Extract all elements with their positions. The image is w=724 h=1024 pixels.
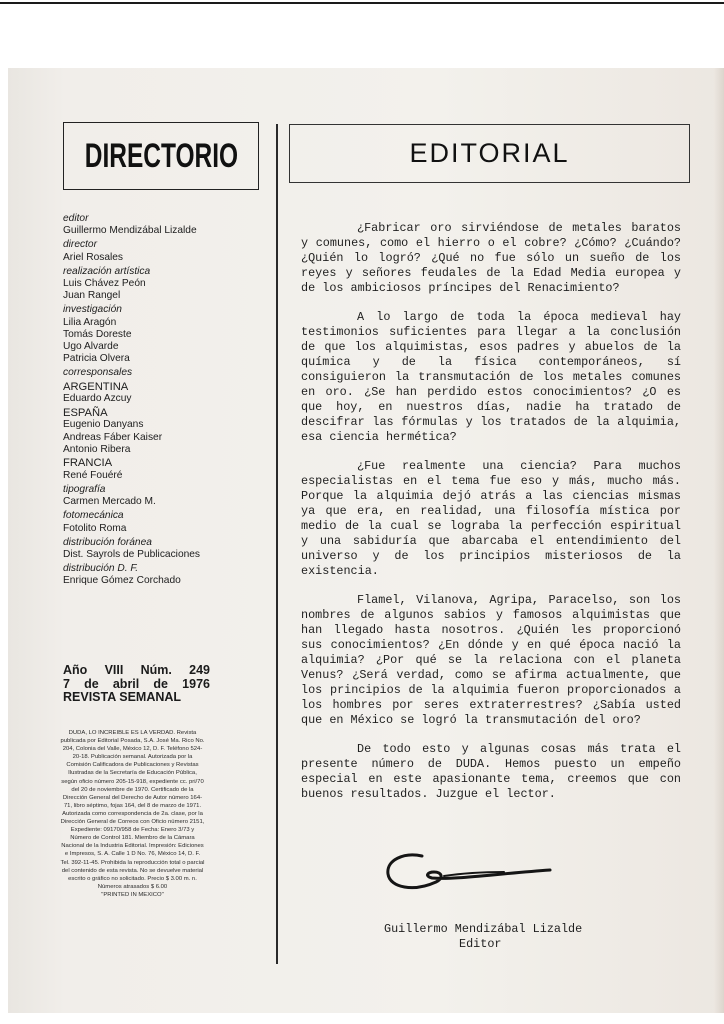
issue-date-row	[63, 678, 210, 692]
signature-image	[384, 846, 554, 896]
staff-name: Eugenio Danyans	[63, 419, 144, 431]
staff-name: Fotolito Roma	[63, 522, 127, 534]
date-de-2: de	[153, 676, 169, 691]
number-label: Núm.	[140, 663, 172, 677]
signer-role: Editor	[459, 937, 502, 951]
editorial-paragraph: ¿Fue realmente una ciencia? Para muchos especialistas en el tema fue eso y más, mucho más. Porque la alquimia dejó atrás a las ciencias mismas ya que era, en realidad, una filosofía mística por medio de la cual se lograba la perfección espiritual y una sabiduría que abarcaba el entendimiento del universo y de los principios misteriosos de la existencia.	[301, 459, 681, 578]
issue-number-row	[63, 664, 210, 678]
staff-directory	[63, 211, 273, 588]
staff-name: Juan Rangel	[63, 290, 121, 302]
staff-name: Dist. Sayrols de Publicaciones	[63, 549, 201, 561]
date-day: 7	[63, 676, 70, 691]
year-value: VIII	[104, 663, 124, 677]
periodicity: REVISTA SEMANAL	[63, 690, 182, 704]
signer-name: Guillermo Mendizábal Lizalde	[384, 922, 583, 936]
staff-role: realización artística	[63, 265, 151, 277]
legal-text: DUDA, LO INCREIBLE ES LA VERDAD. Revista publicada por Editorial Posada, S.A. José Ma. Rico No. 204, Colonia del Valle, México 12, D. F. Teléfono 524-20-18. Publicación semanal. Autorizada por la Comisión Calificadora de Publicaciones y Revistas Ilustradas de la Secretaría de Educación Pública, según oficio número 205-15-918, expediente cc. pri/70 del 20 de noviembre de 1970. Certificado de la Dirección General del Derecho de Autor número 164-71, libro séptimo, fojas 164, del 8 de marzo de 1971. Autorizada como correspondencia de 2a. clase, por la Dirección General de Correos con Oficio número 2151, Expediente: 09170/958 de Fecha: Enero 3/73 y Número de Control 181. Miembro de la Cámara Nacional de la Industria Editorial. Impresión: Ediciones e Impresos, S. A. Calle 1 D No. 76, México 14, D. F. Tel. 392-11-45. Prohibida la reproducción total o parcial del contenido de esta revista. No se devuelve material escrito o gráfico no solicitado. Precio $ 3.00 m. n. Números atrasados $ 6.00	[60, 730, 205, 890]
staff-role: investigación	[63, 304, 122, 316]
staff-name: Patricia Olvera	[63, 353, 130, 365]
staff-role: director	[63, 239, 97, 251]
staff-name: Ariel Rosales	[63, 251, 124, 263]
number-value: 249	[189, 663, 210, 677]
date-de-1: de	[84, 676, 99, 691]
editorial-paragraph: ¿Fabricar oro sirviéndose de metales baratos y comunes, como el hierro o el cobre? ¿Cómo? ¿Cuándo? ¿Quién lo logró? ¿Qué no fue sólo un sueño de los reyes y señores feudales de la Edad Media europea y de los ambiciosos príncipes del Renacimiento?	[301, 221, 681, 295]
editorial-paragraph: Flamel, Vilanova, Agripa, Paracelso, son los nombres de algunos sabios y famosos alquimistas que han llegado hasta nosotros. ¿Quién les proporcionó sus conocimientos? ¿En dónde y en qué época nació la alquimia? ¿Por qué se la relaciona con el planeta Venus? ¿Será verdad, como se afirma actualmente, que los principios de la alquimia fueron proporcionados a los hombres por seres extraterrestres? ¿Sabía usted que en México se logró la transmutación del oro?	[301, 593, 681, 727]
issue-info	[63, 664, 273, 705]
printed-in-mexico: "PRINTED IN MEXICO"	[101, 891, 164, 898]
date-month: abril	[112, 676, 140, 691]
directory-heading-box	[63, 122, 259, 190]
staff-name: Lilia Aragón	[63, 316, 117, 328]
date-year: 1976	[182, 676, 210, 691]
editorial-title: EDITORIAL	[409, 138, 570, 168]
staff-name: Andreas Fáber Kaiser	[63, 431, 163, 443]
staff-name: Tomás Doreste	[63, 328, 132, 340]
staff-role: editor	[63, 213, 89, 224]
staff-role: distribución foránea	[63, 536, 152, 548]
staff-name: Luis Chávez Peón	[63, 278, 146, 290]
page-edge-shadow	[714, 68, 724, 1013]
staff-name: Antonio Ribera	[63, 443, 131, 455]
correspondent-country: ARGENTINA	[63, 380, 129, 393]
staff-name: Carmen Mercado M.	[63, 496, 156, 508]
editorial-heading-box	[289, 124, 690, 183]
correspondent-country: FRANCIA	[63, 457, 113, 470]
editorial-paragraph: De todo esto y algunas cosas más trata el presente número de DUDA. Hemos puesto un empeño especial en este apasionante tema, creemos que con buenos resultados. Juzgue el lector.	[301, 742, 681, 801]
staff-role: distribución D. F.	[63, 563, 139, 575]
staff-role: fotomecánica	[63, 510, 124, 522]
page-top-edge-line	[0, 2, 724, 4]
staff-name: René Fouéré	[63, 469, 123, 481]
editorial-body	[301, 221, 681, 816]
column-divider	[276, 124, 278, 964]
staff-name: Ugo Alvarde	[63, 341, 119, 353]
editorial-paragraph: A lo largo de toda la época medieval hay testimonios suficientes para llegar a la conclusión de que los alquimistas, esos padres y abuelos de la química y de la física contemporáneos, sí consiguieron la transmutación de los metales comunes en oro. ¿Se han perdido estos conocimientos? ¿O es que hoy, en nuestros días, nadie ha tratado de descifrar las fórmulas y los tratados de la alquimia, esa ciencia hermética?	[301, 310, 681, 444]
staff-role: corresponsales	[63, 367, 133, 379]
staff-role: tipografía	[63, 484, 106, 496]
correspondent-country: ESPAÑA	[63, 406, 108, 419]
directory-title: DIRECTORIO	[84, 136, 238, 175]
year-label: Año	[63, 663, 88, 677]
staff-name: Enrique Gómez Corchado	[63, 575, 181, 587]
staff-name: Eduardo Azcuy	[63, 393, 132, 405]
legal-notice	[60, 729, 205, 899]
staff-name: Guillermo Mendizábal Lizalde	[63, 225, 197, 237]
